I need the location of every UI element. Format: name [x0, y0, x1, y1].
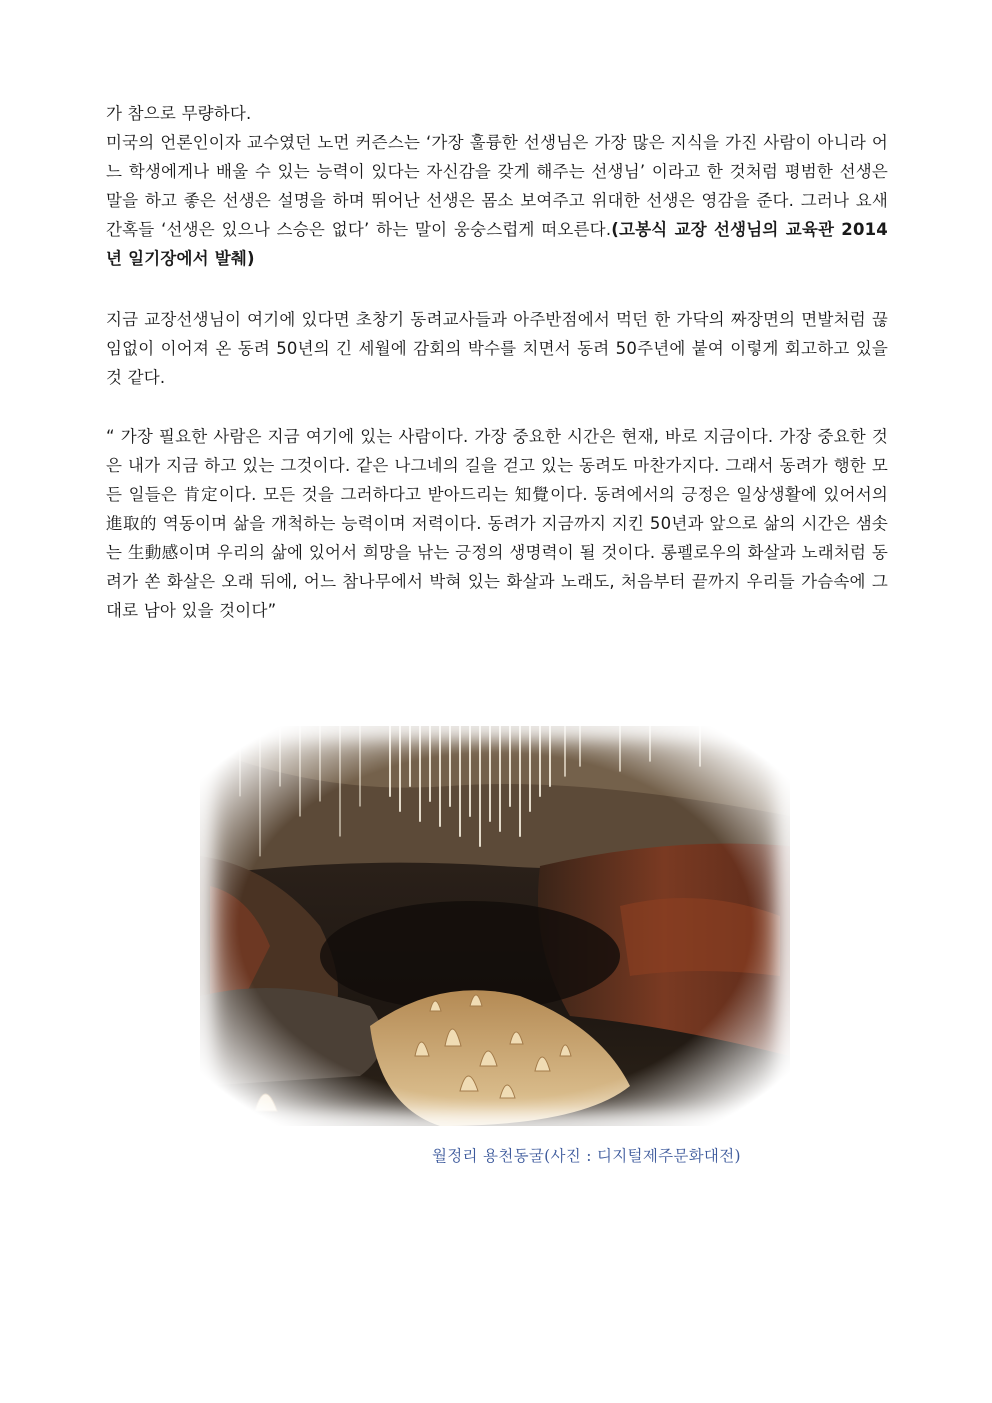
paragraph-teacher-quote	[106, 128, 888, 273]
text-block-intro	[106, 99, 888, 273]
text-block-reflection	[106, 305, 888, 392]
paragraph-teacher-quote-text: 미국의 언론인이자 교수였던 노먼 커즌스는 ‘가장 훌륭한 선생님은 가장 많은 지식을 가진 사람이 아니라 어느 학생에게나 배울 수 있는 능력이 있다는 자신감을 갖게 해주는 선생님’ 이라고 한 것처럼 평범한 선생은 말을 하고 좋은 선생은 설명을 하며 뛰어난 선생은 몸소 보여주고 위대한 선생은 영감을 준다. 그러나 요새 간혹들 ‘선생은 있으나 스승은 없다’ 하는 말이 웅숭스럽게 떠오른다.	[106, 133, 888, 239]
text-block-quote	[106, 422, 888, 625]
paragraph-long-quote: “ 가장 필요한 사람은 지금 여기에 있는 사람이다. 가장 중요한 시간은 현재, 바로 지금이다. 가장 중요한 것은 내가 지금 하고 있는 그것이다. 같은 나그네의 길을 걷고 있는 동려도 마찬가지다. 그래서 동려가 행한 모든 일들은 肯定이다. 모든 것을 그러하다고 받아드리는 知覺이다. 동려에서의 긍정은 일상생활에 있어서의 進取的 역동이며 삶을 개척하는 능력이며 저력이다. 동려가 지금까지 지킨 50년과 앞으로 삶의 시간은 샘솟는 生動感이며 우리의 삶에 있어서 희망을 낚는 긍정의 생명력이 될 것이다. 롱펠로우의 화살과 노래처럼 동려가 쏜 화살은 오래 뒤에, 어느 참나무에서 박혀 있는 화살과 노래도, 처음부터 끝까지 우리들 가슴속에 그대로 남아 있을 것이다”	[106, 427, 888, 620]
photo-caption: 월정리 용천동굴(사진 : 디지털제주문화대전)	[432, 1147, 741, 1165]
cave-photo	[200, 726, 790, 1126]
paragraph-reflection: 지금 교장선생님이 여기에 있다면 초창기 동려교사들과 아주반점에서 먹던 한 가닥의 짜장면의 면발처럼 끊임없이 이어져 온 동려 50년의 긴 세월에 감회의 박수를 치면서 동려 50주년에 붙여 이렇게 회고하고 있을 것 같다.	[106, 310, 888, 387]
source-citation: (고봉식 교장 선생님의 교육관 2014년 일기장에서 발췌)	[106, 220, 888, 268]
paragraph-continuation: 가 참으로 무량하다.	[106, 104, 252, 123]
